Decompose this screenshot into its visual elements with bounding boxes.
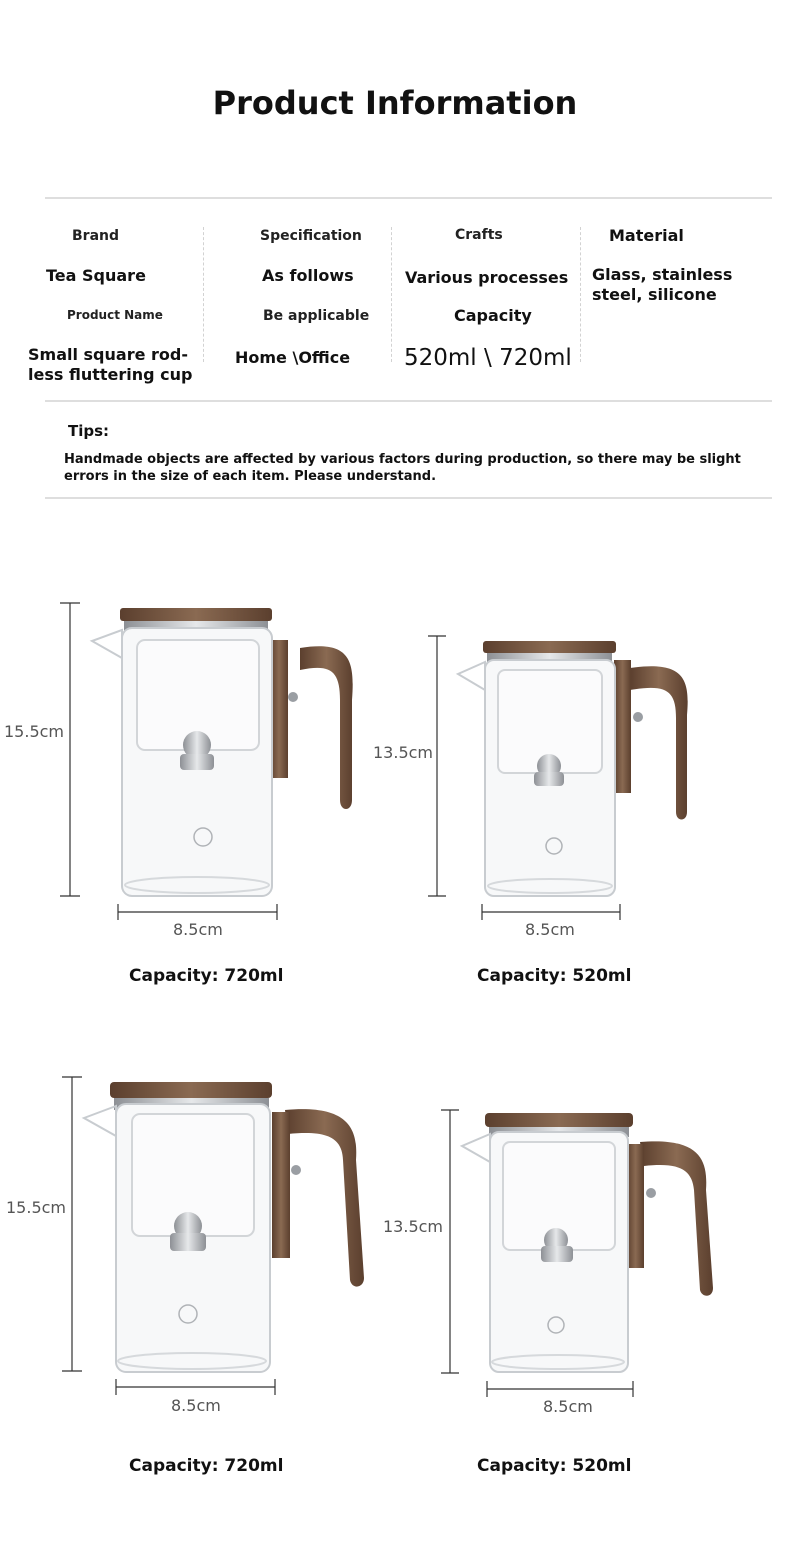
height-label: 15.5cm: [6, 1198, 67, 1217]
product-name-label: Product Name: [67, 308, 163, 322]
height-label: 13.5cm: [383, 1217, 444, 1236]
height-label: 13.5cm: [373, 743, 434, 762]
capacity-value: 520ml \ 720ml: [404, 345, 572, 371]
product-name-value: Small square rod-less fluttering cup: [28, 345, 193, 384]
height-label: 15.5cm: [4, 722, 65, 741]
width-label: 8.5cm: [171, 1396, 221, 1415]
brand-label: Brand: [72, 228, 120, 244]
specification-label: Specification: [260, 228, 362, 244]
page-title: Product Information: [212, 84, 578, 122]
capacity-label: Capacity: [454, 306, 532, 325]
material-value: Glass, stainless steel, silicone: [592, 265, 733, 304]
applicable-value: Home \Office: [235, 348, 351, 367]
pitcher-520ml-angled-icon: [441, 1110, 713, 1397]
pitcher-520ml-icon: [428, 636, 688, 920]
capacity-caption: Capacity: 720ml: [129, 1456, 284, 1476]
applicable-label: Be applicable: [263, 308, 370, 324]
tips-text: Handmade objects are affected by various factors during production, so there may be slight errors in the size of each item. Please understand.: [64, 452, 741, 484]
tips-label: Tips:: [68, 422, 110, 440]
specification-value: As follows: [262, 266, 354, 285]
material-label: Material: [609, 226, 684, 245]
width-label: 8.5cm: [173, 920, 223, 939]
width-label: 8.5cm: [525, 920, 575, 939]
capacity-caption: Capacity: 720ml: [129, 966, 284, 986]
pitcher-720ml-icon: [60, 603, 353, 920]
capacity-caption: Capacity: 520ml: [477, 1456, 632, 1476]
brand-value: Tea Square: [46, 266, 146, 285]
pitcher-720ml-angled-icon: [62, 1077, 364, 1395]
width-label: 8.5cm: [543, 1397, 593, 1416]
crafts-label: Crafts: [455, 227, 503, 243]
crafts-value: Various processes: [405, 268, 569, 287]
capacity-caption: Capacity: 520ml: [477, 966, 632, 986]
